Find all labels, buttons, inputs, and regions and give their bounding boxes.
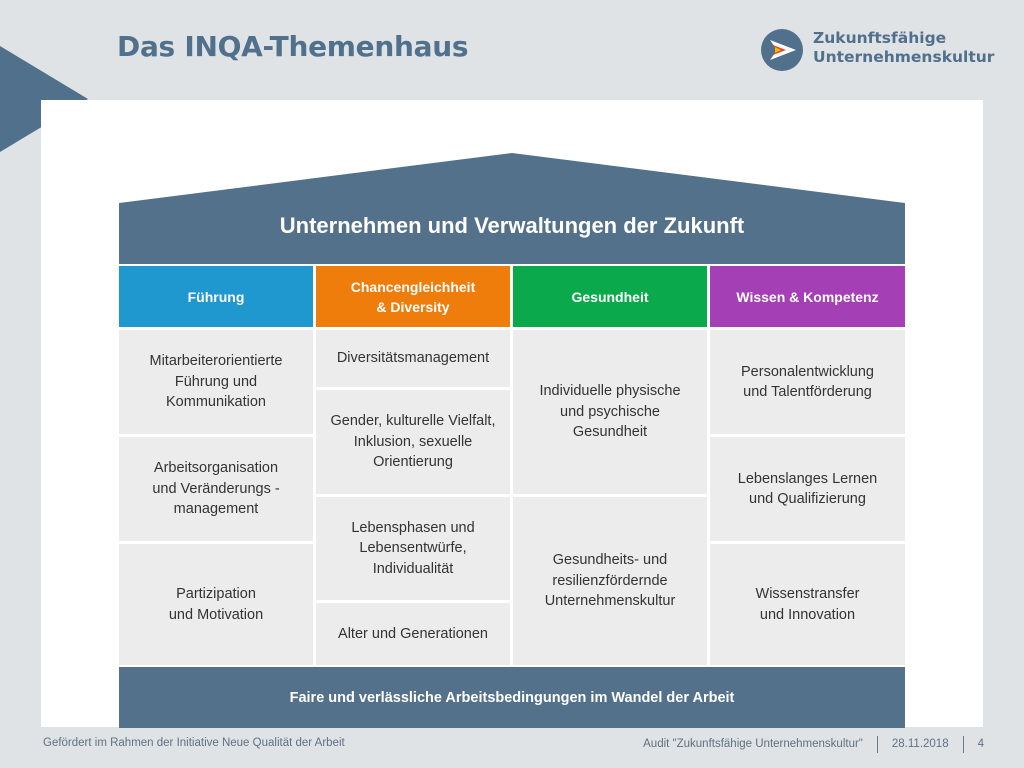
gesundheit-cell-1: Individuelle physische und psychische Gesundheit <box>513 330 707 494</box>
footer-audit-label: Audit "Zukunftsfähige Unternehmenskultur" <box>643 738 863 750</box>
column-header-fuehrung: Führung <box>119 266 313 327</box>
logo-line-1: Zukunftsfähige <box>813 29 947 47</box>
house-foundation-bar: Faire und verlässliche Arbeitsbedingungen im Wandel der Arbeit <box>119 667 905 728</box>
chancengleichheit-cell-2: Gender, kulturelle Vielfalt, Inklusion, sexuelle Orientierung <box>316 390 510 494</box>
logo <box>760 26 1000 76</box>
wissen-cell-1: Personalentwicklung und Talentförderung <box>710 330 905 434</box>
footer-right <box>643 734 984 754</box>
chancengleichheit-cell-3: Lebensphasen und Lebensentwürfe, Individualität <box>316 497 510 600</box>
footer-page-number: 4 <box>977 738 984 750</box>
logo-emblem-icon <box>760 28 804 72</box>
footer-separator <box>963 736 964 753</box>
themenhaus-diagram <box>119 153 905 728</box>
gesundheit-cell-2: Gesundheits- und resilienzfördernde Unternehmenskultur <box>513 497 707 665</box>
chancengleichheit-cell-4: Alter und Generationen <box>316 603 510 665</box>
house-roof <box>119 153 905 264</box>
fuehrung-cell-1: Mitarbeiterorientierte Führung und Kommunikation <box>119 330 313 434</box>
slide-title: Das INQA-Themenhaus <box>117 30 469 63</box>
wissen-cell-3: Wissenstransfer und Innovation <box>710 544 905 665</box>
footer-date: 28.11.2018 <box>891 738 949 750</box>
column-header-wissen-kompetenz: Wissen & Kompetenz <box>710 266 905 327</box>
roof-title: Unternehmen und Verwaltungen der Zukunft <box>279 213 745 238</box>
column-header-gesundheit: Gesundheit <box>513 266 707 327</box>
fuehrung-cell-3: Partizipation und Motivation <box>119 544 313 665</box>
logo-text <box>813 29 994 67</box>
column-header-chancengleichheit: Chancengleichheit & Diversity <box>316 266 510 327</box>
footer-separator <box>877 736 878 753</box>
logo-line-2: Unternehmenskultur <box>813 48 995 66</box>
fuehrung-cell-2: Arbeitsorganisation und Veränderungs - management <box>119 437 313 541</box>
wissen-cell-2: Lebenslanges Lernen und Qualifizierung <box>710 437 905 541</box>
footer-funding-note: Gefördert im Rahmen der Initiative Neue Qualität der Arbeit <box>43 737 345 749</box>
chancengleichheit-cell-1: Diversitätsmanagement <box>316 330 510 387</box>
